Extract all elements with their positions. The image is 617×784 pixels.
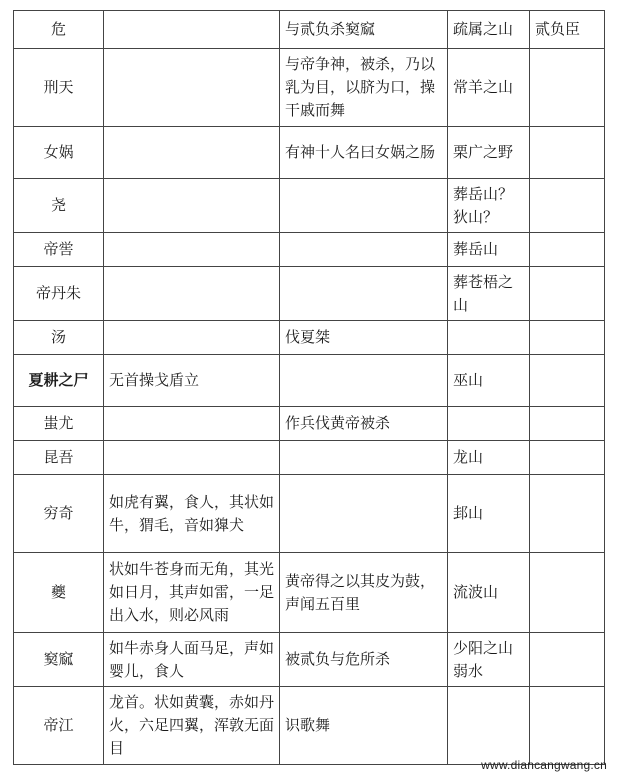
table-row [14, 127, 605, 179]
table-row [14, 407, 605, 441]
table-cell [280, 441, 448, 475]
header-cell: 危 [14, 11, 104, 49]
table-cell: 伐夏桀 [280, 321, 448, 355]
watermark-text: www.diancangwang.cn [481, 758, 607, 772]
table-cell [530, 267, 605, 321]
table-cell: 女娲 [14, 127, 104, 179]
table-header-row [14, 11, 605, 49]
table-cell [104, 267, 280, 321]
header-cell: 疏属之山 [448, 11, 530, 49]
data-table [13, 10, 605, 765]
table-row [14, 441, 605, 475]
table-row [14, 687, 605, 765]
table-row [14, 49, 605, 127]
table-cell [104, 49, 280, 127]
table-cell [104, 233, 280, 267]
table-cell [448, 407, 530, 441]
table-cell [104, 179, 280, 233]
table-cell [530, 687, 605, 765]
table-cell [530, 321, 605, 355]
table-row [14, 179, 605, 233]
table-cell [530, 407, 605, 441]
table-cell: 葬岳山 [448, 233, 530, 267]
header-cell: 与贰负杀窫窳 [280, 11, 448, 49]
table-cell [280, 267, 448, 321]
table-cell: 帝江 [14, 687, 104, 765]
table-cell: 帝丹朱 [14, 267, 104, 321]
table-cell: 被贰负与危所杀 [280, 633, 448, 687]
table-cell: 识歌舞 [280, 687, 448, 765]
table-cell [530, 49, 605, 127]
table-cell: 作兵伐黄帝被杀 [280, 407, 448, 441]
table-cell [104, 407, 280, 441]
table-cell [530, 633, 605, 687]
table-cell [530, 475, 605, 553]
table-cell [280, 179, 448, 233]
table-cell [280, 355, 448, 407]
table-row [14, 355, 605, 407]
table-cell [104, 127, 280, 179]
table-row [14, 633, 605, 687]
table-row [14, 233, 605, 267]
table-cell: 栗广之野 [448, 127, 530, 179]
table-cell: 刑天 [14, 49, 104, 127]
table-row [14, 553, 605, 633]
table-cell: 蚩尤 [14, 407, 104, 441]
header-cell: 贰负臣 [530, 11, 605, 49]
table-cell [448, 687, 530, 765]
table-cell: 无首操戈盾立 [104, 355, 280, 407]
table-cell: 龙首。状如黄囊，赤如丹火，六足四翼，浑敦无面目 [104, 687, 280, 765]
table-cell [104, 321, 280, 355]
table-cell [448, 321, 530, 355]
table-cell: 葬岳山？狄山？ [448, 179, 530, 233]
table-cell: 如牛赤身人面马足，声如婴儿，食人 [104, 633, 280, 687]
header-cell [104, 11, 280, 49]
table-cell: 如虎有翼，食人，其状如牛，猬毛，音如獋犬 [104, 475, 280, 553]
table-cell [280, 233, 448, 267]
table-cell: 尧 [14, 179, 104, 233]
table-row [14, 321, 605, 355]
table-cell: 昆吾 [14, 441, 104, 475]
table-cell: 状如牛苍身而无角，其光如日月，其声如雷，一足出入水，则必风雨 [104, 553, 280, 633]
table-cell [280, 475, 448, 553]
table-cell [104, 441, 280, 475]
table-cell [530, 179, 605, 233]
table-cell [530, 441, 605, 475]
table-cell: 汤 [14, 321, 104, 355]
table-cell [530, 553, 605, 633]
table-cell: 龙山 [448, 441, 530, 475]
table-row [14, 267, 605, 321]
table-cell: 葬苍梧之山 [448, 267, 530, 321]
table-cell: 夔 [14, 553, 104, 633]
table-cell: 窫窳 [14, 633, 104, 687]
table-cell: 穷奇 [14, 475, 104, 553]
table-cell [530, 233, 605, 267]
table-cell: 帝喾 [14, 233, 104, 267]
table-cell: 黄帝得之以其皮为鼓，声闻五百里 [280, 553, 448, 633]
table-cell [530, 355, 605, 407]
table-cell: 有神十人名曰女娲之肠 [280, 127, 448, 179]
table-cell: 巫山 [448, 355, 530, 407]
table-cell: 少阳之山弱水 [448, 633, 530, 687]
table-cell: 流波山 [448, 553, 530, 633]
table-cell [530, 127, 605, 179]
table-row [14, 475, 605, 553]
table-cell: 常羊之山 [448, 49, 530, 127]
table-cell: 与帝争神，被杀，乃以乳为目，以脐为口，操干戚而舞 [280, 49, 448, 127]
table-cell: 邽山 [448, 475, 530, 553]
table-cell: 夏耕之尸 [14, 355, 104, 407]
